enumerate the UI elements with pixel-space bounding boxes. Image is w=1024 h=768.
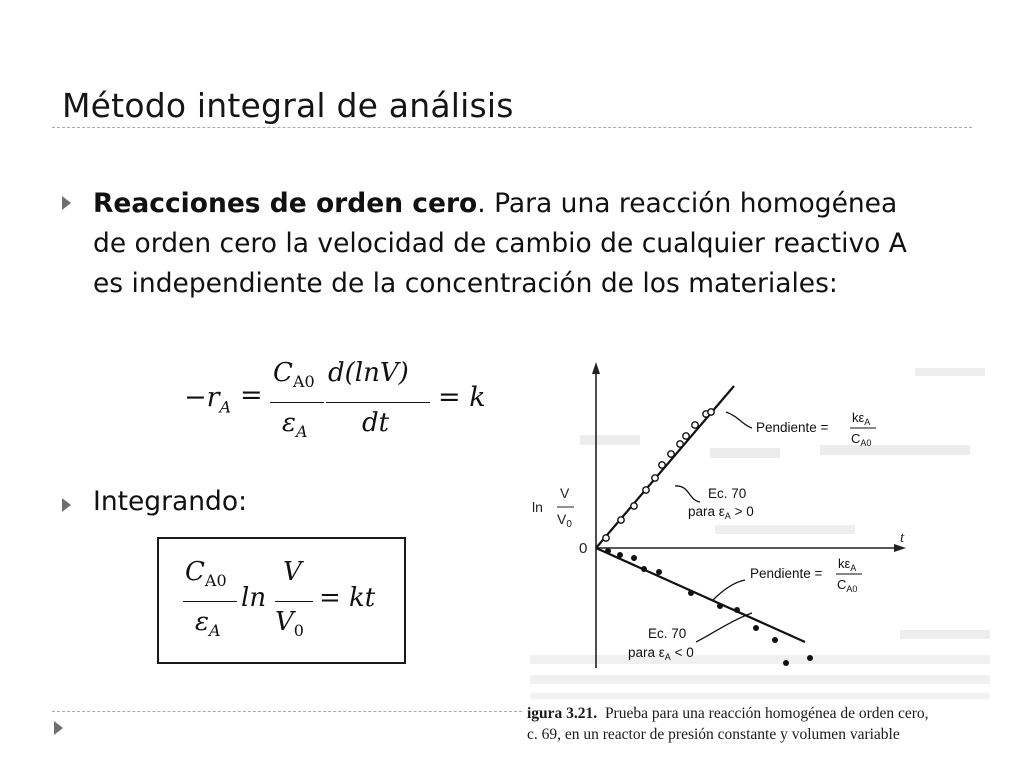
footer-arrow-icon (54, 721, 63, 735)
upper-eq-leader (675, 486, 700, 502)
upper-point (668, 451, 674, 457)
upper-point (677, 441, 683, 447)
lower-slope-den: $C_{A0}$ (837, 577, 858, 594)
lower-point (783, 660, 789, 666)
upper-point (631, 503, 637, 509)
figure-caption (527, 703, 1007, 745)
upper-slope-den: $C_{A0}$ (851, 431, 872, 448)
y-axis-label-ln: ln (532, 499, 543, 515)
eq1-equals: = (240, 380, 263, 411)
lower-annotations (628, 556, 862, 662)
lower-slope-leader (713, 580, 745, 600)
eq1-fraction-bar-1 (270, 402, 324, 403)
bullet-arrow-icon (62, 498, 71, 512)
upper-point (618, 517, 624, 523)
eq1-den1: $\varepsilon_A$ (282, 408, 308, 442)
paragraph-line-1 (93, 184, 953, 224)
y-axis-label-num: V (560, 485, 570, 501)
lower-fit-line (596, 548, 805, 642)
eq1-num1: $C_{A0}$ (273, 358, 315, 392)
upper-point (603, 535, 609, 541)
eq1-rhs: = k (438, 382, 486, 413)
lower-point (605, 548, 611, 554)
lower-point (717, 603, 723, 609)
lower-point (807, 655, 813, 661)
lower-point (753, 625, 759, 631)
lower-point (617, 552, 623, 558)
eq1-fraction-bar-2 (326, 402, 430, 403)
lower-point (772, 637, 778, 643)
lower-point (734, 607, 740, 613)
eq2-fraction-bar-2 (275, 601, 313, 602)
title-divider (52, 127, 972, 128)
upper-point (652, 475, 658, 481)
lower-point (688, 590, 694, 596)
scan-ghost-text (530, 368, 990, 699)
paragraph-line-2: de orden cero la velocidad de cambio de cualquier reactivo A (93, 228, 907, 259)
lower-slope-num: $k\varepsilon_A$ (838, 556, 857, 573)
upper-slope-leader (726, 412, 752, 428)
bold-term: Reacciones de orden cero (93, 188, 478, 219)
eq1-lhs: $-r_A$ (184, 382, 232, 417)
y-axis-label-den: $V_0$ (557, 511, 572, 530)
slide-title: Método integral de análisis (62, 86, 514, 125)
bullet-arrow-icon (62, 196, 71, 210)
lower-eq-label: Ec. 70 (648, 626, 687, 641)
lower-point (656, 569, 662, 575)
lower-condition: para $\varepsilon_A < 0$ (628, 645, 694, 662)
upper-annotations (688, 410, 876, 521)
eq1-den2: dt (362, 408, 390, 438)
upper-point (692, 422, 698, 428)
integrando-label: Integrando: (93, 486, 248, 517)
caption-label: igura 3.21. (527, 705, 598, 722)
eq2-rhs: = kt (319, 583, 376, 613)
x-axis-label: t (900, 530, 905, 546)
lower-slope-label: Pendiente = (750, 566, 823, 581)
eq2-den1: $\varepsilon_A$ (195, 607, 221, 641)
upper-eq-label: Ec. 70 (708, 486, 747, 501)
upper-point (643, 487, 649, 493)
upper-point (708, 409, 714, 415)
upper-point (683, 433, 689, 439)
caption-line-1 (527, 703, 1007, 724)
upper-slope-num: $k\varepsilon_A$ (852, 410, 871, 427)
zero-order-plot (520, 350, 1010, 702)
y-axis-arrow-icon (592, 362, 600, 374)
integrated-equation-box (157, 537, 406, 664)
eq2-num2: V (283, 557, 302, 587)
footer-divider (52, 711, 522, 712)
eq2-ln: ln (241, 583, 267, 613)
lower-point (641, 566, 647, 572)
upper-slope-label: Pendiente = (756, 420, 829, 435)
eq2-fraction-bar-1 (183, 601, 237, 602)
caption-text-1: Prueba para una reacción homogénea de orden cero, (604, 705, 929, 722)
upper-point (659, 462, 665, 468)
eq2-num1: $C_{A0}$ (185, 557, 227, 591)
paragraph-line-3: es independiente de la concentración de los materiales: (93, 268, 838, 299)
bullet-paragraph (93, 184, 953, 304)
upper-condition: para $\varepsilon_A > 0$ (688, 504, 754, 521)
eq1-num2: d(lnV) (328, 358, 409, 388)
origin-label: 0 (579, 540, 588, 557)
lower-point (631, 555, 637, 561)
eq2-den2: $V_0$ (275, 607, 304, 641)
lower-eq-leader (696, 613, 752, 642)
line1-rest: . Para una reacción homogénea (477, 188, 898, 219)
caption-line-2: c. 69, en un reactor de presión constante y volumen variable (527, 726, 900, 743)
